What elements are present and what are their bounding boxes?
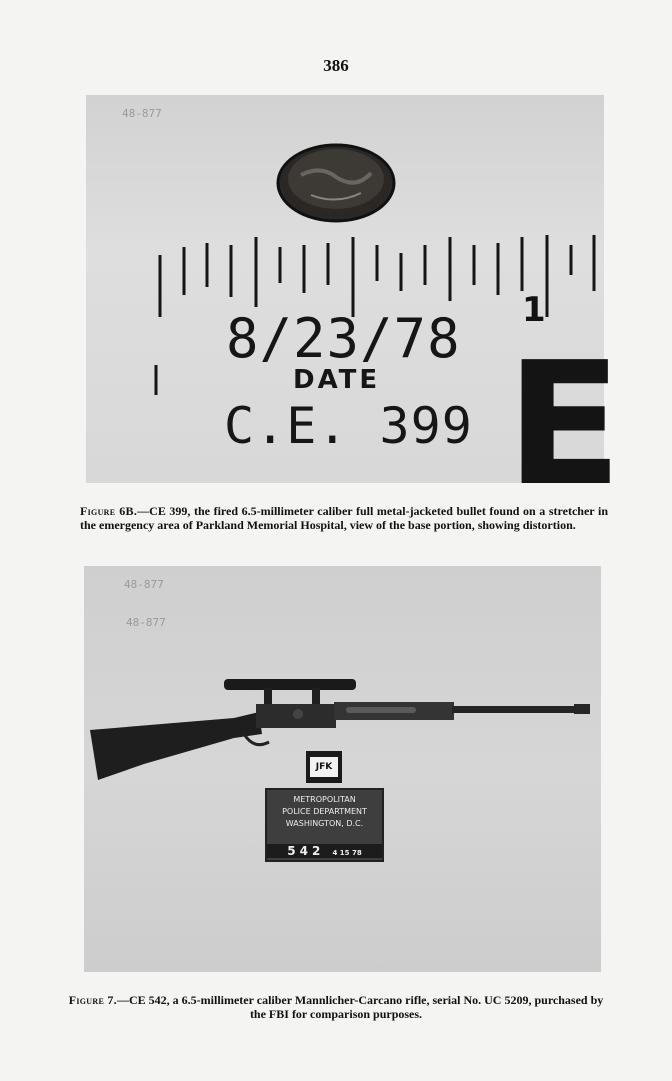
ruler-mark: 1 <box>522 290 546 330</box>
figure-7-caption <box>62 993 610 1021</box>
evidence-date: 8/23/78 <box>226 307 461 370</box>
police-card-date: 4 15 78 <box>332 849 362 857</box>
figure-6b-caption-text: —CE 399, the fired 6.5-millimeter caliber full metal-jacketed bullet found on a stretcher in the emergency area of Parkland Memorial Hospital, view of the base portion, showing distortion. <box>80 504 608 532</box>
figure-7-photo <box>84 566 601 972</box>
figure-7-label: Figure 7. <box>68 993 117 1007</box>
faint-stamp: 48-877 <box>122 107 162 120</box>
police-card-number: 542 <box>287 844 325 858</box>
faint-stamp-2: 48-877 <box>126 616 166 629</box>
figure-7-caption-text: —CE 542, a 6.5-millimeter caliber Mannlicher-Carcano rifle, serial No. UC 5209, purchased by the FBI for comparison purposes. <box>116 993 604 1021</box>
police-card-line-3: WASHINGTON, D.C. <box>285 819 364 828</box>
page-number: 386 <box>323 56 349 75</box>
evidence-date-label: DATE <box>293 365 381 395</box>
evidence-exhibit-number: C.E. 399 <box>224 397 473 455</box>
rifle-stock <box>90 712 262 780</box>
jfk-tag <box>306 751 342 783</box>
jfk-tag-text: JFK <box>310 757 338 777</box>
police-card-number-row <box>267 844 382 858</box>
figure-6b-label: Figure 6B. <box>80 504 138 518</box>
faint-stamp-1: 48-877 <box>124 578 164 591</box>
police-evidence-card <box>265 788 384 862</box>
rifle-scope <box>224 679 356 690</box>
evidence-letter: E <box>506 326 623 524</box>
police-card-line-2: POLICE DEPARTMENT <box>282 807 367 816</box>
police-card-line-1: METROPOLITAN <box>293 795 356 804</box>
figure-6b-caption <box>80 504 608 532</box>
